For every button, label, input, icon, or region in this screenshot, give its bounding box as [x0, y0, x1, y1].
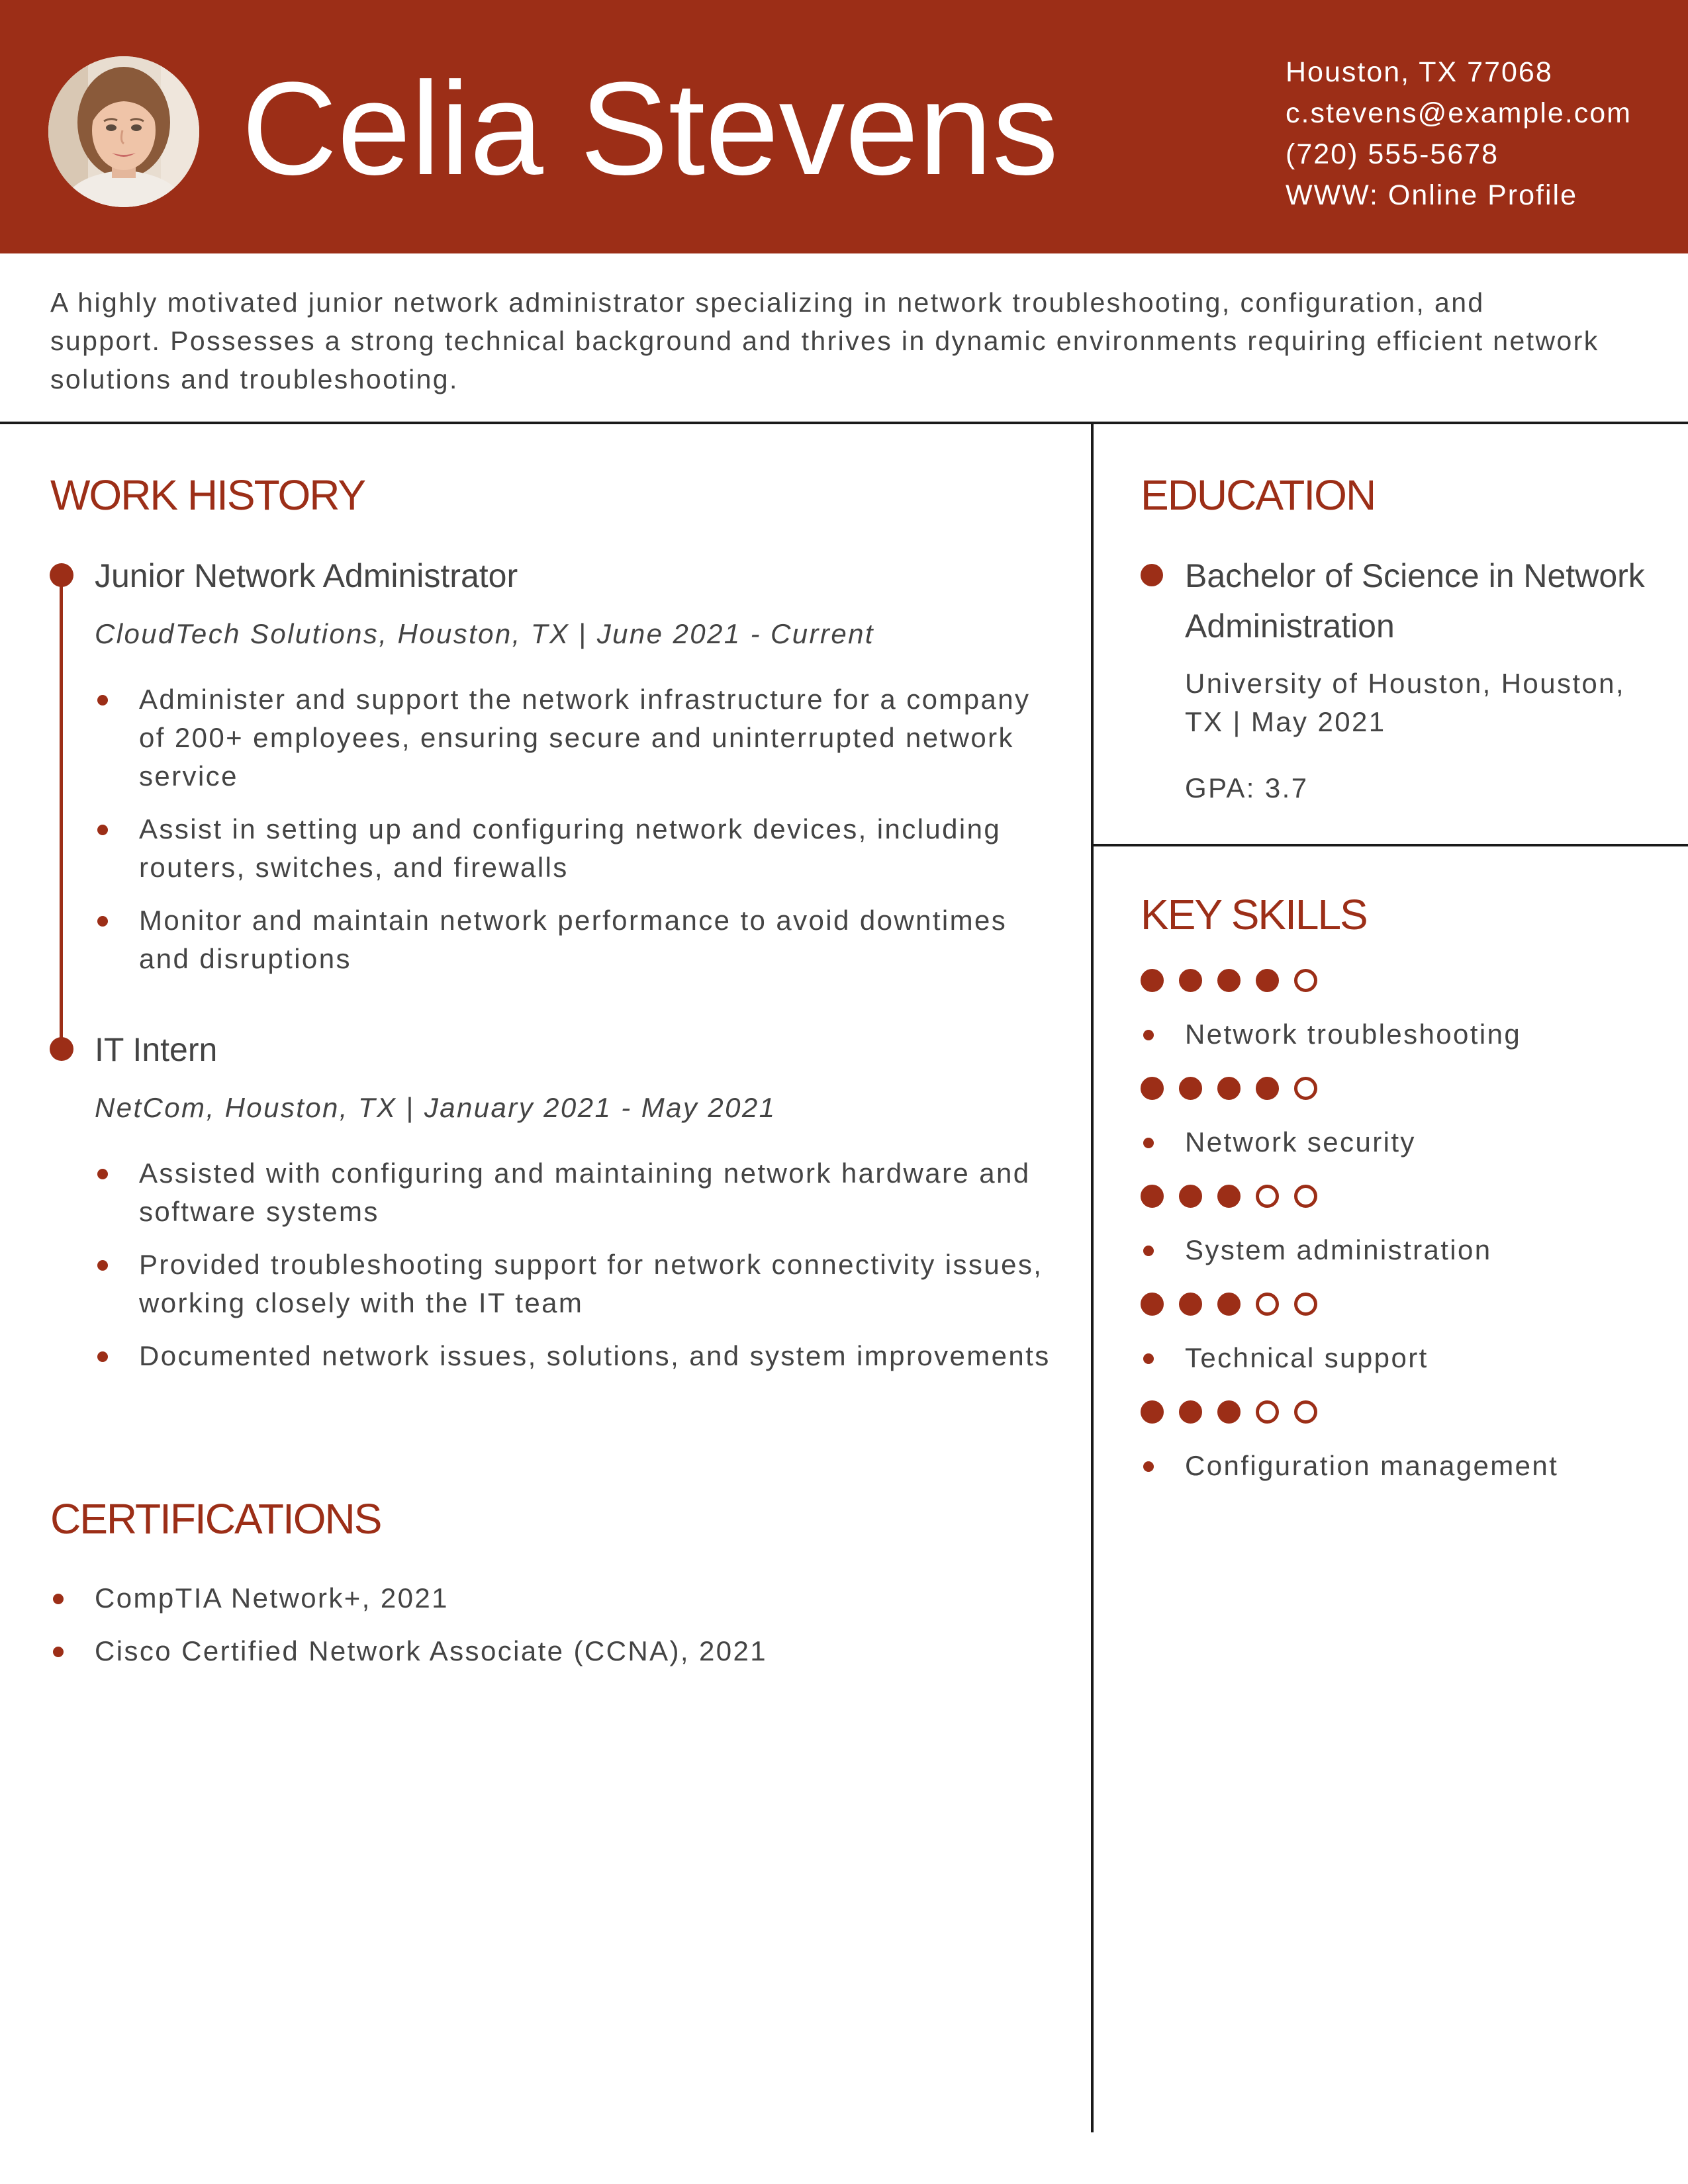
list-item [50, 1579, 1043, 1617]
job-company-line [95, 615, 874, 653]
job-bullet-list [95, 1154, 1061, 1390]
bullet-dot [97, 695, 108, 705]
rating-dot-filled [1141, 1400, 1164, 1424]
rating-dot-filled [1217, 1077, 1241, 1100]
rating-dot-filled [1179, 1400, 1202, 1424]
timeline-dot [50, 563, 73, 587]
rating-dot-empty [1294, 1400, 1317, 1424]
job-title: IT Intern [95, 1031, 218, 1068]
rating-dot-filled [1179, 1077, 1202, 1100]
job-title: Junior Network Administrator [95, 557, 518, 594]
contact-website[interactable]: WWW: Online Profile [1286, 179, 1577, 211]
job-location: , Houston, TX [206, 1092, 397, 1123]
job-company: CloudTech Solutions [95, 618, 379, 649]
bullet-text: Assisted with configuring and maintaining network hardware and software systems [139, 1158, 1031, 1227]
bullet-dot [1143, 1246, 1154, 1256]
rating-dot-filled [1141, 1077, 1164, 1100]
bullet-dot [97, 916, 108, 927]
rating-dot-empty [1294, 1077, 1317, 1100]
profile-photo [48, 56, 199, 207]
skill-label: Network troubleshooting [1185, 1019, 1522, 1050]
skill-label: Configuration management [1185, 1450, 1559, 1481]
rating-dot-filled [1217, 1185, 1241, 1208]
candidate-name: Celia Stevens [242, 55, 1058, 203]
bullet-dot [97, 1351, 108, 1362]
rating-dot-empty [1256, 1293, 1279, 1316]
timeline-line [60, 576, 63, 1049]
job-location: , Houston, TX [379, 618, 570, 649]
bullet-dot [1143, 1353, 1154, 1364]
summary-divider [0, 422, 1688, 424]
job-bullet-list [95, 680, 1048, 993]
certification-text: Cisco Certified Network Associate (CCNA), 2021 [95, 1635, 768, 1666]
skill-item [1141, 1185, 1670, 1293]
bullet-text: Administer and support the network infrastructure for a company of 200+ employees, ensuring secure and uninterrupted network service [139, 684, 1031, 792]
education-dot [1141, 564, 1163, 586]
bullet-text: Assist in setting up and configuring network devices, including routers, switches, and firewalls [139, 813, 1002, 883]
bullet-dot [53, 1594, 64, 1604]
bullet-dot [1143, 1461, 1154, 1472]
rating-dot-filled [1179, 969, 1202, 992]
rating-dot-filled [1141, 1185, 1164, 1208]
contact-address: Houston, TX 77068 [1286, 56, 1553, 88]
bullet-dot [53, 1647, 64, 1657]
list-item [95, 1337, 1061, 1375]
job-dates: January 2021 - May 2021 [424, 1092, 776, 1123]
skill-label: System administration [1185, 1234, 1492, 1265]
bullet-dot [97, 1260, 108, 1271]
rating-dot-filled [1141, 1293, 1164, 1316]
certifications-list [50, 1579, 1043, 1685]
education-divider [1091, 844, 1688, 846]
education-gpa: GPA: 3.7 [1185, 772, 1309, 803]
timeline-dot [50, 1037, 73, 1061]
contact-email[interactable]: c.stevens@example.com [1286, 97, 1632, 129]
header-banner [0, 0, 1688, 253]
professional-summary: A highly motivated junior network administrator specializing in network troubleshooting, configuration, and support. Possesses a strong technical background and thrives in dynamic environments requiring efficient network solutions and troubleshooting. [50, 287, 1599, 394]
education-degree: Bachelor of Science in Network Administration [1185, 557, 1645, 645]
skills-list [1141, 969, 1670, 1508]
job-company-line [95, 1089, 776, 1126]
rating-dot-empty [1294, 1293, 1317, 1316]
certification-text: CompTIA Network+, 2021 [95, 1582, 449, 1614]
rating-dot-filled [1141, 969, 1164, 992]
certifications-title: CERTIFICATIONS [50, 1495, 381, 1543]
rating-dot-filled [1256, 969, 1279, 992]
contact-phone[interactable]: (720) 555-5678 [1286, 138, 1499, 170]
education-title: EDUCATION [1141, 471, 1376, 519]
job-company: NetCom [95, 1092, 207, 1123]
list-item [95, 810, 1048, 887]
rating-dot-filled [1217, 1400, 1241, 1424]
bullet-dot [97, 825, 108, 835]
education-school: University of Houston, Houston, TX | May 2021 [1185, 668, 1626, 737]
bullet-text: Documented network issues, solutions, and system improvements [139, 1340, 1051, 1371]
rating-dot-filled [1179, 1185, 1202, 1208]
rating-dot-filled [1217, 969, 1241, 992]
rating-dot-filled [1217, 1293, 1241, 1316]
avatar-portrait [48, 56, 199, 207]
job-separator: | [569, 618, 597, 649]
bullet-dot [97, 1169, 108, 1179]
contact-block [1286, 52, 1676, 216]
key-skills-title: KEY SKILLS [1141, 891, 1367, 938]
skill-item [1141, 1293, 1670, 1400]
bullet-dot [1143, 1030, 1154, 1040]
work-history-title: WORK HISTORY [50, 471, 365, 519]
column-divider [1091, 422, 1094, 2132]
bullet-text: Monitor and maintain network performance to avoid downtimes and disruptions [139, 905, 1008, 974]
list-item [50, 1632, 1043, 1670]
job-separator: | [397, 1092, 424, 1123]
list-item [95, 1154, 1061, 1231]
skill-label: Technical support [1185, 1342, 1429, 1373]
list-item [95, 1246, 1061, 1322]
rating-dot-empty [1294, 1185, 1317, 1208]
list-item [95, 901, 1048, 978]
rating-dot-empty [1256, 1400, 1279, 1424]
bullet-text: Provided troubleshooting support for network connectivity issues, working closely with the IT team [139, 1249, 1043, 1318]
skill-item [1141, 969, 1670, 1077]
bullet-dot [1143, 1138, 1154, 1148]
rating-dot-filled [1256, 1077, 1279, 1100]
skill-label: Network security [1185, 1126, 1416, 1158]
skill-item [1141, 1400, 1670, 1508]
list-item [95, 680, 1048, 796]
skill-item [1141, 1077, 1670, 1185]
rating-dot-empty [1294, 969, 1317, 992]
rating-dot-empty [1256, 1185, 1279, 1208]
job-dates: June 2021 - Current [596, 618, 874, 649]
rating-dot-filled [1179, 1293, 1202, 1316]
